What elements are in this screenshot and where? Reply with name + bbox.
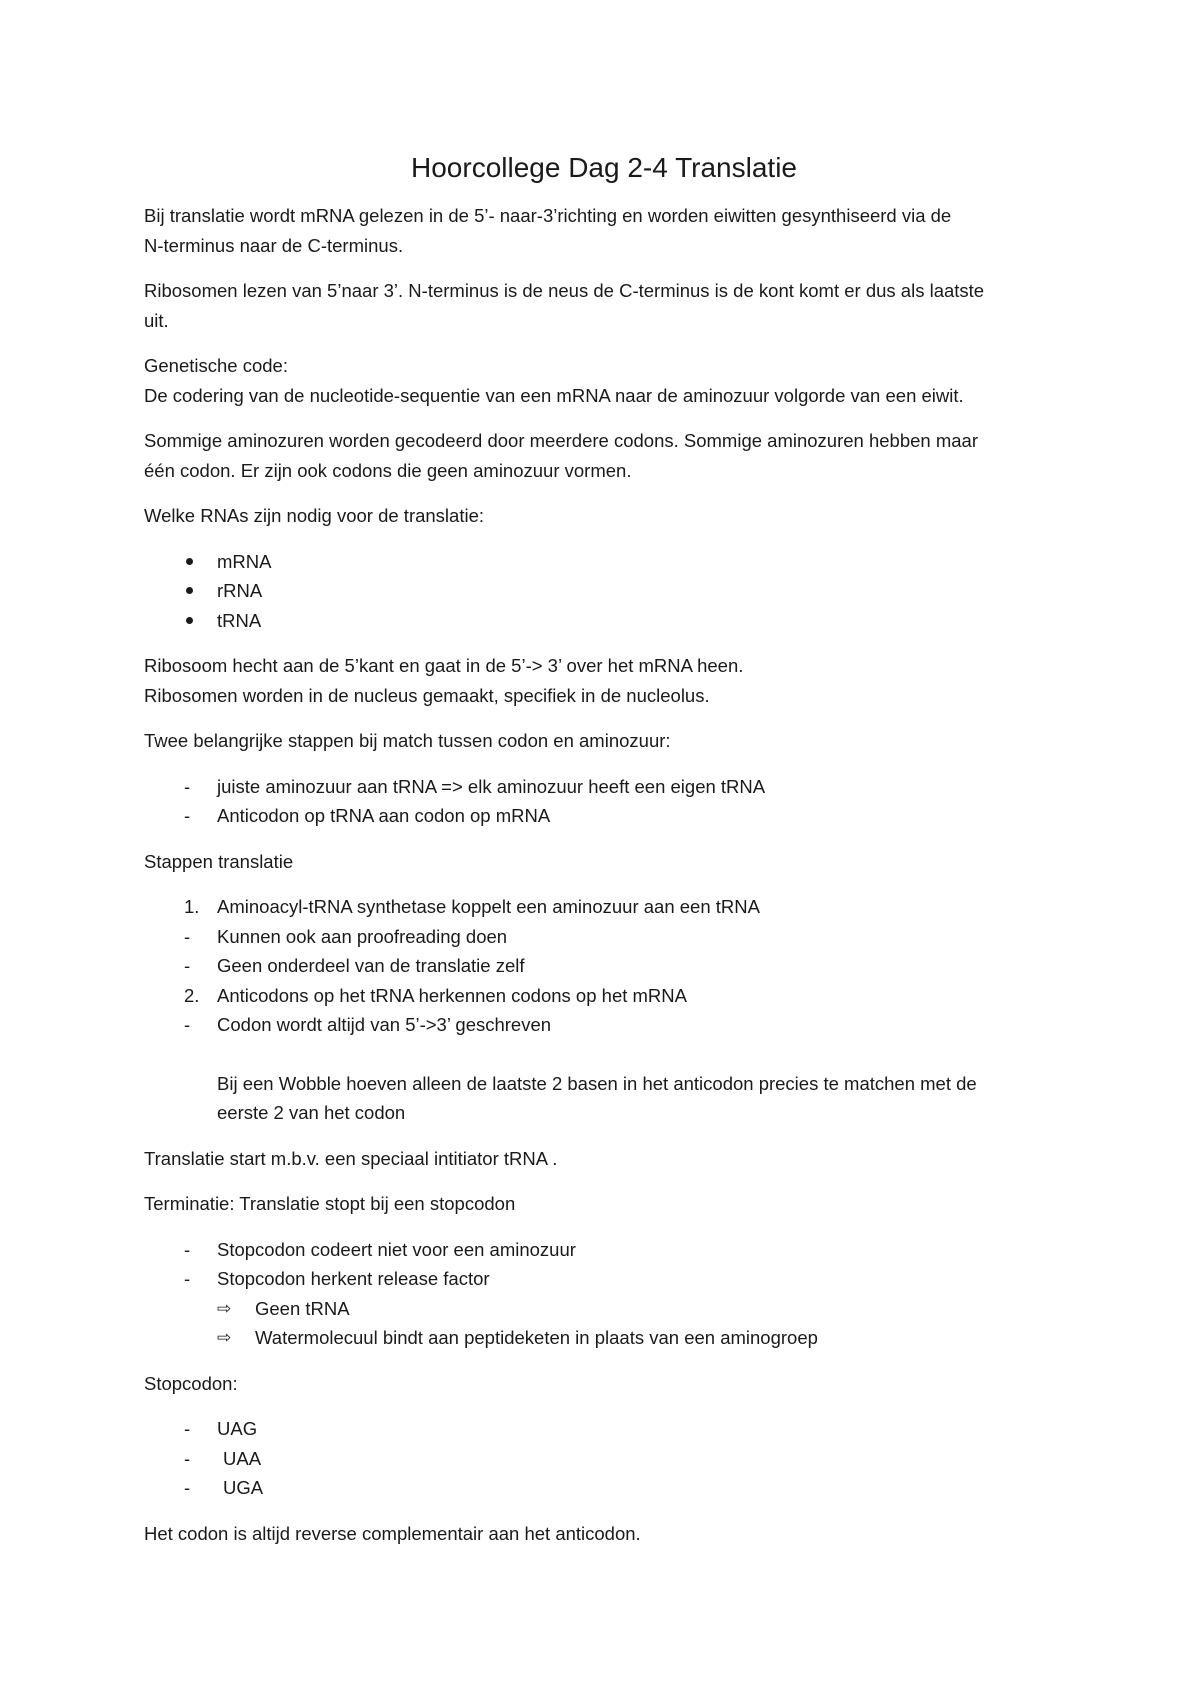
dash-marker: - <box>184 1238 191 1260</box>
list-item-text: Codon wordt altijd van 5’->3’ geschreven <box>217 1014 552 1035</box>
dash-marker: - <box>184 1268 191 1289</box>
paragraph-ribosome-reading <box>144 276 1064 335</box>
list-item-text: Watermolecuul bindt aan peptideketen in plaats van een aminogroep <box>255 1327 818 1348</box>
list-item <box>144 892 1064 922</box>
text-line: één codon. Er zijn ook codons die geen aminozuur vormen. <box>144 459 632 481</box>
bullet-icon <box>186 617 193 624</box>
paragraph-stopcodon: Stopcodon: <box>144 1372 238 1394</box>
list-item <box>144 981 1064 1011</box>
page-title: Hoorcollege Dag 2-4 Translatie <box>411 152 797 183</box>
text-line: Bij een Wobble hoeven alleen de laatste 2 basen in het anticodon precies te matchen met de <box>217 1072 977 1094</box>
dash-marker: - <box>184 805 191 826</box>
text-line: Sommige aminozuren worden gecodeerd door meerdere codons. Sommige aminozuren hebben maar <box>144 430 978 451</box>
paragraph-match-steps: Twee belangrijke stappen bij match tussen codon en aminozuur: <box>144 730 671 751</box>
rna-list <box>144 547 1064 636</box>
list-item <box>144 951 1064 981</box>
list-item <box>144 801 1064 831</box>
wobble-note <box>144 1069 1064 1128</box>
list-item-text: Stopcodon codeert niet voor een aminozuur <box>217 1238 576 1260</box>
list-item <box>144 1010 1064 1040</box>
list-item <box>144 547 1064 577</box>
dash-marker: - <box>184 925 191 947</box>
list-item <box>144 606 1064 636</box>
text-line: Ribosomen lezen van 5’naar 3’. N-terminus is de neus de C-terminus is de kont komt er dus als laatste <box>144 280 985 301</box>
list-item-text: Geen tRNA <box>255 1297 350 1319</box>
list-item-text: Geen onderdeel van de translatie zelf <box>217 955 525 976</box>
termination-list <box>144 1235 1064 1353</box>
list-item <box>144 1414 1064 1444</box>
paragraph-translation-direction <box>144 201 1064 260</box>
list-item-text: Kunnen ook aan proofreading doen <box>217 925 508 947</box>
list-item-text: UGA <box>223 1477 264 1498</box>
list-item <box>144 1264 1064 1294</box>
text-line: Ribosomen worden in de nucleus gemaakt, specifiek in de nucleolus. <box>144 684 710 706</box>
list-item-text: UAA <box>223 1447 262 1469</box>
text-line: Bij translatie wordt mRNA gelezen in de 5’- naar-3’richting en worden eiwitten gesynthiseerd via de <box>144 205 952 226</box>
bullet-icon <box>186 587 193 594</box>
list-item-text: mRNA <box>217 550 272 572</box>
text-line: De codering van de nucleotide-sequentie van een mRNA naar de aminozuur volgorde van een eiwit. <box>144 384 964 406</box>
text-line: Ribosoom hecht aan de 5’kant en gaat in de 5’-> 3’ over het mRNA heen. <box>144 655 744 676</box>
paragraph-reverse-complement: Het codon is altijd reverse complementair aan het anticodon. <box>144 1522 641 1544</box>
list-item-text: Anticodons op het tRNA herkennen codons op het mRNA <box>217 984 687 1006</box>
list-item-text: juiste aminozuur aan tRNA => elk aminozuur heeft een eigen tRNA <box>217 775 766 797</box>
paragraph-genetic-code <box>144 351 1064 410</box>
list-item <box>144 1444 1064 1474</box>
text-line: N-terminus naar de C-terminus. <box>144 234 404 256</box>
list-item <box>144 1323 1064 1353</box>
dash-marker: - <box>184 955 191 976</box>
stopcodon-list <box>144 1414 1064 1503</box>
list-item <box>144 576 1064 606</box>
dash-marker: - <box>184 1418 191 1439</box>
list-item-text: Anticodon op tRNA aan codon op mRNA <box>217 805 551 826</box>
match-steps-list <box>144 772 1064 831</box>
text-line: eerste 2 van het codon <box>217 1102 406 1123</box>
document-content <box>144 148 1064 1564</box>
dash-marker: - <box>184 1014 191 1035</box>
list-item-text: Stopcodon herkent release factor <box>217 1268 490 1289</box>
list-item-text: rRNA <box>217 580 263 601</box>
list-item <box>144 1473 1064 1503</box>
list-item-text: Aminoacyl-tRNA synthetase koppelt een aminozuur aan een tRNA <box>217 896 760 917</box>
paragraph-initiation: Translatie start m.b.v. een speciaal intitiator tRNA . <box>144 1147 558 1169</box>
paragraph-termination: Terminatie: Translatie stopt bij een stopcodon <box>144 1193 516 1214</box>
dash-marker: - <box>184 775 191 797</box>
arrow-right-icon: ⇨ <box>217 1298 232 1318</box>
text-line: uit. <box>144 309 169 331</box>
list-item <box>144 922 1064 952</box>
list-item <box>144 1235 1064 1265</box>
list-item <box>144 772 1064 802</box>
paragraph-translation-steps: Stappen translatie <box>144 850 294 872</box>
list-item <box>144 1294 1064 1324</box>
paragraph-ribosome-binding <box>144 651 1064 710</box>
list-item-text: tRNA <box>217 609 262 631</box>
paragraph-rna-question: Welke RNAs zijn nodig voor de translatie: <box>144 505 485 526</box>
dash-marker: - <box>184 1477 191 1498</box>
bullet-icon <box>186 558 193 565</box>
number-marker: 1. <box>184 896 200 917</box>
dash-marker: - <box>184 1447 191 1469</box>
text-line: Genetische code: <box>144 355 288 376</box>
arrow-right-icon: ⇨ <box>217 1328 232 1347</box>
list-item-text: UAG <box>217 1418 258 1439</box>
translation-steps-list <box>144 892 1064 1128</box>
paragraph-codons <box>144 426 1064 485</box>
number-marker: 2. <box>184 984 200 1006</box>
